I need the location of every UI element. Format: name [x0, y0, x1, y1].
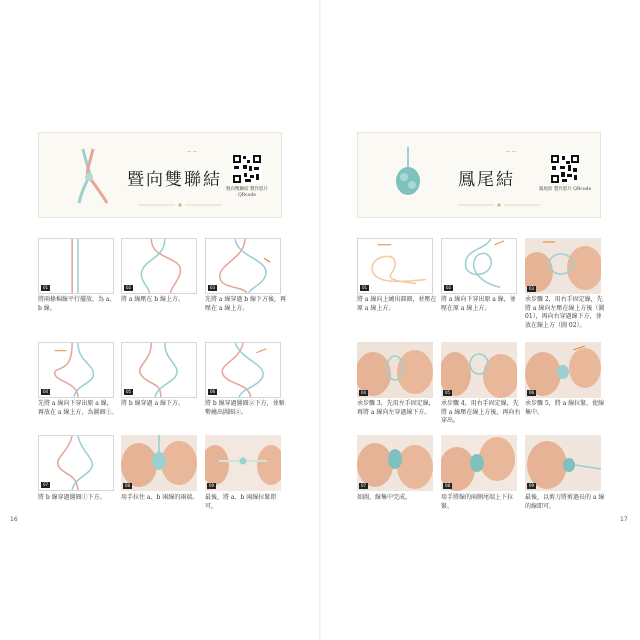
- step-caption: 用手拉住 a、b 兩線的兩端。: [121, 494, 199, 501]
- step-caption: 先將 a 線向下穿出原 a 線，再放在 a 線上方，為圖圈①。: [38, 400, 118, 416]
- step-caption: 將 a 線向上繞出圓圈，並壓在原 a 線上方。: [357, 296, 437, 312]
- step-photo-04: [357, 342, 433, 398]
- step-caption: 將 a 線壓在 b 線上方。: [121, 296, 185, 303]
- step-image-01: [38, 238, 114, 294]
- step-caption: 承步驟 2，用右手固定線，先將 a 線向左壓在線上方後（圖 01），再向右穿過線下方，並放在線上方（圖 02）。: [525, 296, 605, 329]
- hands-tying-knot-photo: [525, 342, 601, 398]
- step-number-badge: 08: [445, 483, 451, 488]
- hands-tying-knot-photo: [441, 435, 517, 491]
- step-number-badge: 01: [362, 285, 368, 290]
- knot-title: 鳳尾結: [458, 170, 515, 190]
- step-number-badge: 03: [529, 286, 535, 291]
- step-image-04: [38, 342, 114, 398]
- page-number: 16: [10, 516, 18, 523]
- step-number-badge: 09: [529, 483, 535, 488]
- step-caption: 承步驟 4，用右手固定線，先將 a 線壓在線上方後，再向右穿出。: [441, 400, 521, 424]
- step-number-badge: 05: [126, 389, 132, 394]
- step-number-badge: 04: [43, 389, 49, 394]
- step-number-badge: 03: [210, 285, 216, 290]
- hands-tying-knot-photo: [525, 238, 601, 294]
- hands-tying-knot-photo: [357, 342, 433, 398]
- qr-code-label: 鳳尾結 製作影片 QRcode: [538, 187, 592, 192]
- step-number-badge: 05: [445, 390, 451, 395]
- qr-code-icon[interactable]: [550, 154, 580, 184]
- cord-diagram-image: [442, 239, 516, 293]
- cord-diagram-image: [206, 343, 280, 397]
- step-caption: 將 b 線穿過圖圈①下方。: [38, 494, 106, 501]
- page-number: 17: [620, 516, 628, 523]
- step-caption: 將 b 線穿過 a 線下方。: [121, 400, 185, 407]
- cord-diagram-image: [122, 343, 196, 397]
- hands-tying-knot-photo: [205, 435, 281, 491]
- right-title-banner: [357, 132, 601, 218]
- step-number-badge: 07: [361, 483, 367, 488]
- qr-code-icon[interactable]: [232, 154, 262, 184]
- knot-thumbnail-image: [63, 147, 115, 205]
- hands-tying-knot-photo: [357, 435, 433, 491]
- step-number-badge: 08: [125, 483, 131, 488]
- step-caption: 用手將線的兩側尾端上下拉緊。: [441, 494, 514, 510]
- step-caption: 將兩條棉線平行擺放，為 a、b 線。: [38, 296, 116, 312]
- cord-diagram-image: [206, 239, 280, 293]
- decorative-script-mark: ~ ~: [187, 149, 197, 155]
- cord-diagram-image: [39, 239, 113, 293]
- step-photo-05: [441, 342, 517, 398]
- step-caption: 承步驟 5，將 a 線拉緊，使線集中。: [525, 400, 605, 416]
- step-image-06: [205, 342, 281, 398]
- step-photo-07: [357, 435, 433, 491]
- decorative-script-mark: ~ ~: [506, 149, 516, 155]
- step-photo-08: [121, 435, 197, 491]
- step-number-badge: 02: [126, 285, 132, 290]
- step-number-badge: 09: [209, 483, 215, 488]
- step-photo-09: [525, 435, 601, 491]
- qr-code-label: 暨向雙聯結 製作影片 QRcode: [226, 187, 268, 198]
- step-image-03: [205, 238, 281, 294]
- cord-diagram-image: [122, 239, 196, 293]
- cord-diagram-image: [39, 343, 113, 397]
- step-image-07: [38, 435, 114, 491]
- step-caption: 將 a 線向下穿出原 a 線，並壓在原 a 線上方。: [441, 296, 516, 312]
- step-image-01: [357, 238, 433, 294]
- hands-tying-knot-photo: [121, 435, 197, 491]
- step-caption: 最後，將 a、b 兩線拉緊即可。: [205, 494, 277, 510]
- ornament-divider: [458, 203, 540, 207]
- step-photo-06: [525, 342, 601, 398]
- step-photo-09: [205, 435, 281, 491]
- step-caption: 將 b 線穿過圖圈②下方，並順勢繞出圖圈②。: [205, 400, 285, 416]
- hands-tying-knot-photo: [441, 342, 517, 398]
- cord-diagram-image: [39, 436, 113, 490]
- step-caption: 承步驟 3，先用左手固定線，再將 a 線向左穿過線下方。: [357, 400, 435, 416]
- left-title-banner: [38, 132, 282, 218]
- step-number-badge: 01: [43, 285, 49, 290]
- step-image-02: [441, 238, 517, 294]
- step-image-05: [121, 342, 197, 398]
- step-image-02: [121, 238, 197, 294]
- knot-title: 暨向雙聯結: [127, 170, 222, 190]
- ornament-divider: [139, 203, 221, 207]
- knot-thumbnail-image: [382, 147, 434, 205]
- cord-diagram-image: [358, 239, 432, 293]
- step-number-badge: 06: [529, 390, 535, 395]
- step-photo-08: [441, 435, 517, 491]
- step-number-badge: 06: [210, 389, 216, 394]
- hands-tying-knot-photo: [525, 435, 601, 491]
- step-photo-03: [525, 238, 601, 294]
- step-number-badge: 02: [446, 285, 452, 290]
- step-caption: 如圖，線集中完成。: [357, 494, 412, 501]
- step-number-badge: 04: [361, 390, 367, 395]
- step-number-badge: 07: [43, 482, 49, 487]
- step-caption: 先將 a 線穿過 b 線下方後，再壓在 a 線上方。: [205, 296, 287, 312]
- step-caption: 最後，以剪刀將剪過長的 a 線的線即可。: [525, 494, 605, 510]
